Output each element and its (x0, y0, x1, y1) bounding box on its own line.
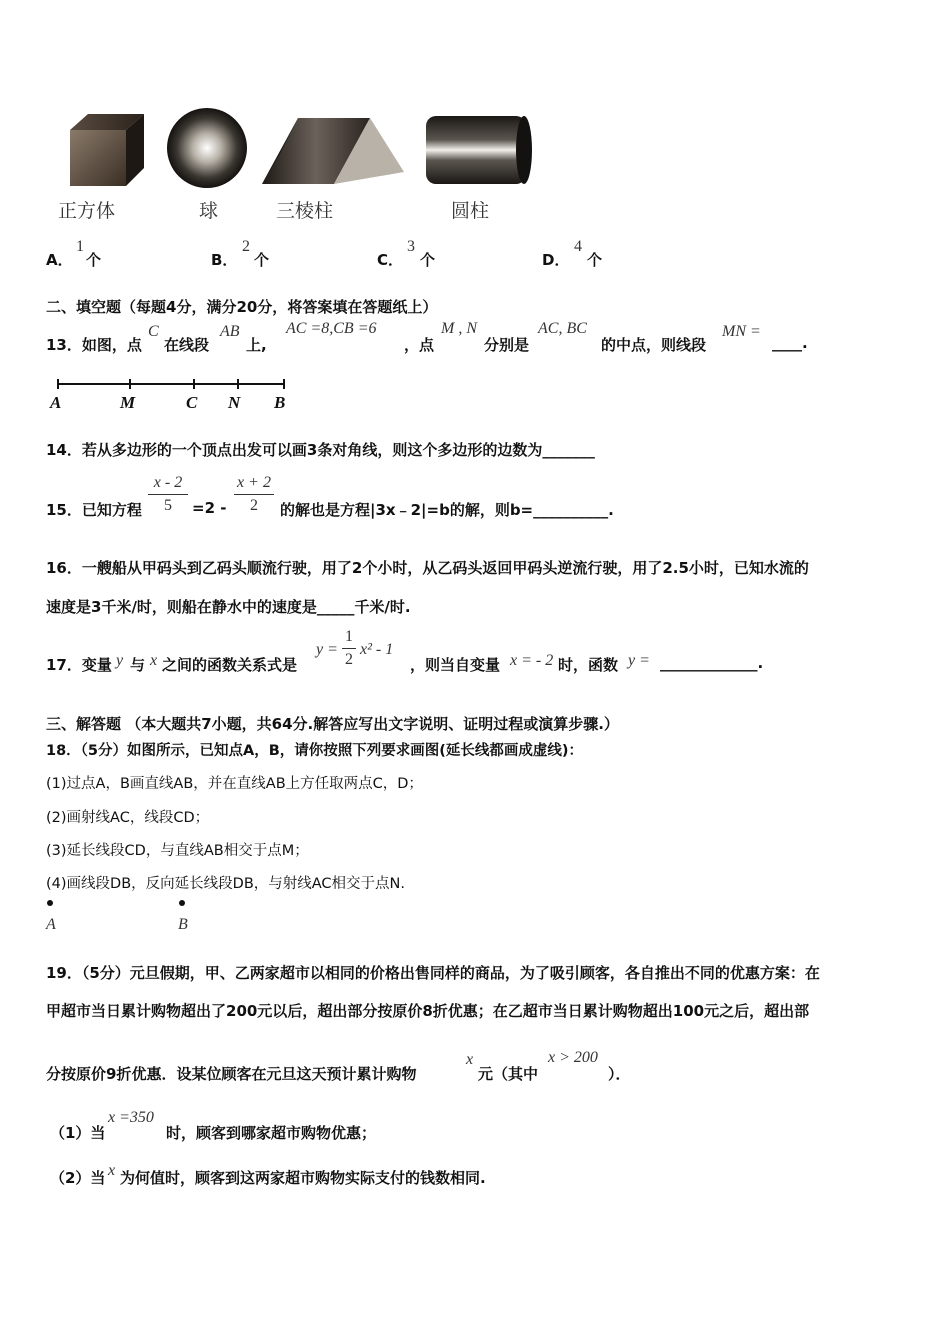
q13-answer-blank: ____. (772, 334, 808, 352)
q13-text-4: ，点 (404, 336, 435, 354)
question-19-line-2: 甲超市当日累计购物超出了200元以后，超出部分按原价8折优惠；在乙超市当日累计购物超出100元之后，超出部 (46, 1002, 810, 1020)
q19-line3-text-3: ）． (608, 1065, 631, 1083)
q17-y-equals: y = (628, 652, 650, 669)
q17-text-2: 与 (130, 656, 146, 674)
q15-fraction-1-num: x - 2 (153, 474, 183, 491)
segment-label-c: C (186, 393, 198, 412)
q18-points-figure (44, 896, 194, 910)
option-a-value: 1 (76, 238, 84, 255)
q17-var-x: x (150, 652, 158, 669)
q19-line3-text-2: 元（其中 (478, 1065, 539, 1083)
option-b-value: 2 (242, 238, 250, 255)
q13-mn-equals: MN = (722, 323, 761, 340)
triangular-prism-image (258, 114, 406, 188)
q19-part1-x-value: x =350 (108, 1109, 154, 1126)
question-14: 14．若从多边形的一个顶点出发可以画3条对角线，则这个多边形的边数为_______ (46, 441, 595, 459)
segment-label-n: N (228, 393, 241, 412)
q13-lengths: AC =8,CB =6 (286, 320, 377, 337)
shape-label-sphere: 球 (199, 200, 219, 222)
cylinder-image (424, 114, 534, 186)
q19-part2-text-1: （2）当 (50, 1169, 106, 1187)
q19-part2-text-2: 为何值时，顾客到这两家超市购物实际支付的钱数相同. (120, 1169, 486, 1187)
q19-part2-var-x: x (108, 1162, 116, 1179)
q17-text-5: 时，函数 (558, 656, 619, 674)
q17-answer-blank: _____________. (660, 654, 764, 672)
q15-fraction-2-num: x + 2 (237, 474, 271, 491)
q18-step-2: (2)画射线AC，线段CD； (46, 810, 210, 826)
question-16-line-1: 16．一艘船从甲码头到乙码头顺流行驶，用了2个小时，从乙码头返回甲码头逆流行驶，用了2.5小时，已知水流的 (46, 559, 809, 577)
q15-text-1: 15．已知方程 (46, 501, 142, 519)
q13-points-mn: M , N (441, 320, 477, 337)
q18-step-3: (3)延长线段CD，与直线AB相交于点M； (46, 843, 309, 859)
q19-condition: x > 200 (548, 1049, 598, 1066)
q13-text-6: 的中点，则线段 (601, 336, 707, 354)
question-16-line-2: 速度是3千米/时，则船在静水中的速度是_____千米/时. (46, 598, 411, 616)
segment-label-b: B (274, 393, 286, 412)
q15-fraction-2-den: 2 (250, 497, 258, 514)
q13-point-c: C (148, 323, 159, 340)
q17-expression: x² - 1 (360, 641, 394, 658)
q13-segments-ac-bc: AC, BC (538, 320, 587, 337)
q13-text-5: 分别是 (484, 336, 530, 354)
question-18-title: 18．（5分）如图所示，已知点A，B，请你按照下列要求画图(延长线都画成虚线)： (46, 743, 584, 759)
q17-text-3: 之间的函数关系式是 (162, 656, 298, 674)
shape-label-cube: 正方体 (58, 200, 116, 222)
option-d-letter: D． (542, 251, 570, 269)
q13-segment-ab: AB (220, 323, 240, 340)
q18-point-b-label: B (178, 916, 188, 933)
q13-text-1: 13．如图，点 (46, 336, 142, 354)
q19-var-x: x (466, 1051, 474, 1068)
q19-line3-text-1: 分按原价9折优惠．设某位顾客在元旦这天预计累计购物 (46, 1065, 417, 1083)
q18-point-a-label: A (46, 916, 56, 933)
q19-part1-text-1: （1）当 (50, 1124, 106, 1142)
q17-var-y: y (116, 652, 124, 669)
q17-text-4: ，则当自变量 (410, 656, 501, 674)
segment-label-a: A (50, 393, 62, 412)
q13-text-2: 在线段 (164, 336, 210, 354)
section3-heading: 三、解答题 （本大题共7小题，共64分.解答应写出文字说明、证明过程或演算步骤.） (46, 715, 619, 733)
q17-fraction (342, 628, 356, 669)
q17-text-1: 17．变量 (46, 656, 112, 674)
option-d-value: 4 (574, 238, 582, 255)
option-c-letter: C． (377, 251, 404, 269)
sphere-image (165, 106, 249, 190)
q18-step-4: (4)画线段DB，反向延长线段DB，与射线AC相交于点N. (46, 876, 406, 892)
section2-heading: 二、填空题（每题4分，满分20分，将答案填在答题纸上） (46, 298, 438, 316)
q17-x-value: x = - 2 (510, 652, 554, 669)
q19-part1-text-2: 时，顾客到哪家超市购物优惠； (166, 1124, 377, 1142)
shape-label-cylinder: 圆柱 (451, 200, 490, 222)
q17-y-lhs: y = (316, 641, 338, 658)
option-d-unit: 个 (587, 251, 603, 269)
option-a-letter: A． (46, 251, 73, 269)
q13-text-3: 上, (246, 336, 267, 354)
segment-figure (44, 376, 294, 416)
shape-label-prism: 三棱柱 (276, 200, 334, 222)
q15-fraction-2 (234, 474, 274, 515)
q15-equals: =2 - (192, 499, 227, 517)
q17-fraction-num: 1 (345, 628, 353, 645)
option-a-unit: 个 (86, 251, 102, 269)
q15-fraction-1-den: 5 (164, 497, 172, 514)
q17-fraction-den: 2 (345, 651, 353, 668)
q15-fraction-1 (148, 474, 188, 515)
cube-image (66, 112, 146, 190)
option-b-unit: 个 (254, 251, 270, 269)
q18-step-1: (1)过点A，B画直线AB，并在直线AB上方任取两点C，D； (46, 776, 423, 792)
option-b-letter: B． (211, 251, 238, 269)
segment-label-m: M (120, 393, 136, 412)
question-19-line-1: 19．（5分）元旦假期，甲、乙两家超市以相同的价格出售同样的商品，为了吸引顾客，各自推出不同的优惠方案：在 (46, 964, 820, 982)
option-c-unit: 个 (420, 251, 436, 269)
option-c-value: 3 (407, 238, 415, 255)
q15-text-3: 的解也是方程|3x﹣2|=b的解，则b=__________. (280, 501, 614, 519)
